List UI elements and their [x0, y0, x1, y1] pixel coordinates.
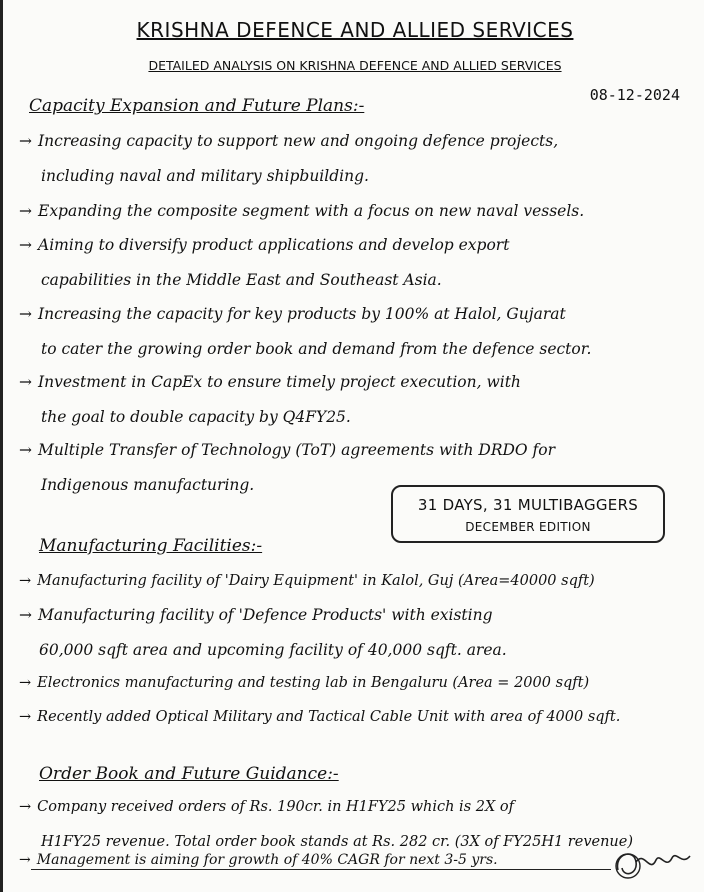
- arrow-icon: →: [19, 441, 32, 459]
- list-item: → Manufacturing facility of 'Defence Products' with existing 60,000 sqft area and upcoming facility of 40,000 sqft. area.: [19, 606, 507, 659]
- edition-stamp: [391, 485, 665, 543]
- list-item: → Increasing capacity to support new and ongoing defence projects, including naval and military shipbuilding.: [19, 132, 559, 185]
- list-item: → Management is aiming for growth of 40% CAGR for next 3-5 yrs.: [19, 852, 498, 868]
- arrow-icon: →: [19, 132, 32, 150]
- list-item: → Company received orders of Rs. 190cr. in H1FY25 which is 2X of H1FY25 revenue. Total order book stands at Rs. 282 cr. (3X of FY25H1 revenue): [19, 799, 634, 850]
- arrow-icon: →: [19, 799, 32, 815]
- list-item: → Manufacturing facility of 'Dairy Equipment' in Kalol, Guj (Area=40000 sqft): [19, 573, 595, 589]
- page-title: KRISHNA DEFENCE AND ALLIED SERVICES: [136, 18, 574, 42]
- arrow-icon: →: [19, 675, 32, 691]
- arrow-icon: →: [19, 236, 32, 254]
- section-heading-capacity: Capacity Expansion and Future Plans:-: [29, 96, 365, 116]
- arrow-icon: →: [19, 373, 32, 391]
- arrow-icon: →: [19, 305, 32, 323]
- list-item: → Electronics manufacturing and testing lab in Bengaluru (Area = 2000 sqft): [19, 675, 590, 691]
- list-item: → Investment in CapEx to ensure timely project execution, with the goal to double capacity by Q4FY25.: [19, 373, 521, 426]
- note-date: 08-12-2024: [589, 86, 680, 104]
- bottom-rule: [31, 869, 611, 870]
- signature-icon: [610, 840, 694, 884]
- arrow-icon: →: [19, 573, 32, 589]
- list-item: → Increasing the capacity for key products by 100% at Halol, Gujarat to cater the growing order book and demand from the defence sector.: [19, 305, 592, 358]
- section-heading-manufacturing: Manufacturing Facilities:-: [39, 536, 263, 556]
- arrow-icon: →: [19, 606, 32, 624]
- stamp-line-2: DECEMBER EDITION: [465, 520, 591, 534]
- list-item: → Multiple Transfer of Technology (ToT) agreements with DRDO for Indigenous manufacturing.: [19, 441, 556, 494]
- list-item: → Aiming to diversify product applications and develop export capabilities in the Middle East and Southeast Asia.: [19, 236, 510, 289]
- list-item: → Recently added Optical Military and Tactical Cable Unit with area of 4000 sqft.: [19, 709, 621, 725]
- stamp-line-1: 31 DAYS, 31 MULTIBAGGERS: [417, 496, 639, 514]
- arrow-icon: →: [19, 709, 32, 725]
- list-item: → Expanding the composite segment with a focus on new naval vessels.: [19, 202, 585, 220]
- page-subtitle: DETAILED ANALYSIS ON KRISHNA DEFENCE AND ALLIED SERVICES: [148, 58, 562, 73]
- arrow-icon: →: [19, 852, 31, 868]
- arrow-icon: →: [19, 202, 32, 220]
- section-heading-orderbook: Order Book and Future Guidance:-: [39, 764, 339, 784]
